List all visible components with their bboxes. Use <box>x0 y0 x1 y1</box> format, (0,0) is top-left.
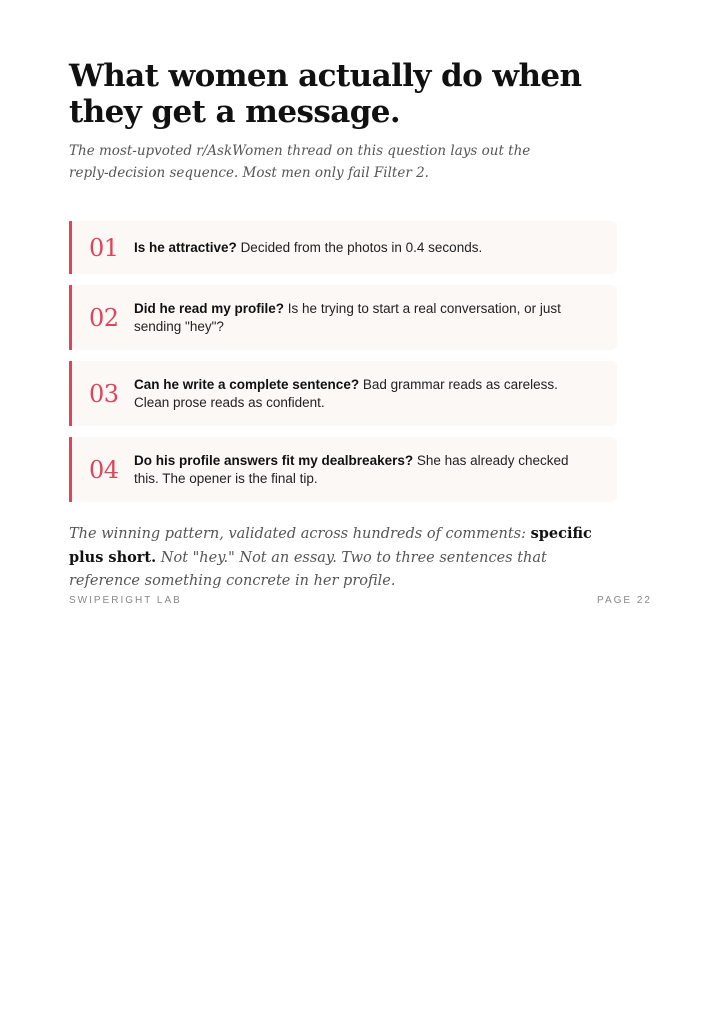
page-subtitle: The most-upvoted r/AskWomen thread on this question lays out the reply-decision sequence. Most men only fail Filter 2. <box>69 143 531 181</box>
filter-question: Do his profile answers fit my dealbreakers? <box>134 452 414 468</box>
filter-number: 04 <box>89 455 119 484</box>
filter-detail: Is he trying to start a real conversation, or just sending "hey"? <box>134 300 561 334</box>
closing-tail: Not "hey." Not an essay. Two to three sentences that reference something concrete in her profile. <box>69 550 547 589</box>
filter-number: 02 <box>89 303 119 332</box>
closing-emphasis: specific plus short. <box>69 525 592 566</box>
filter-text <box>134 239 506 257</box>
footer-page-number: PAGE 22 <box>597 595 652 606</box>
filter-detail: Decided from the photos in 0.4 seconds. <box>240 239 483 255</box>
page-title: What women actually do when they get a message. <box>69 58 582 130</box>
page-footer <box>69 595 652 606</box>
filter-text <box>134 300 617 336</box>
closing-lead: The winning pattern, validated across hundreds of comments: <box>69 526 526 542</box>
filter-card-3 <box>69 361 617 426</box>
filter-card-4 <box>69 437 617 502</box>
filter-number: 01 <box>89 233 119 262</box>
filter-card-2 <box>69 285 617 350</box>
filter-text <box>134 376 617 412</box>
filter-card-1 <box>69 221 617 274</box>
filter-question: Is he attractive? <box>134 239 237 255</box>
filter-number: 03 <box>89 379 119 408</box>
filter-question: Did he read my profile? <box>134 300 285 316</box>
filter-detail: She has already checked this. The opener is the final tip. <box>134 452 569 486</box>
closing-paragraph <box>69 522 599 593</box>
page-content <box>69 58 652 606</box>
filter-detail: Bad grammar reads as careless. Clean prose reads as confident. <box>134 376 558 410</box>
filter-list <box>69 221 617 502</box>
footer-brand: SWIPERIGHT LAB <box>69 595 182 606</box>
filter-text <box>134 452 617 488</box>
filter-question: Can he write a complete sentence? <box>134 376 360 392</box>
